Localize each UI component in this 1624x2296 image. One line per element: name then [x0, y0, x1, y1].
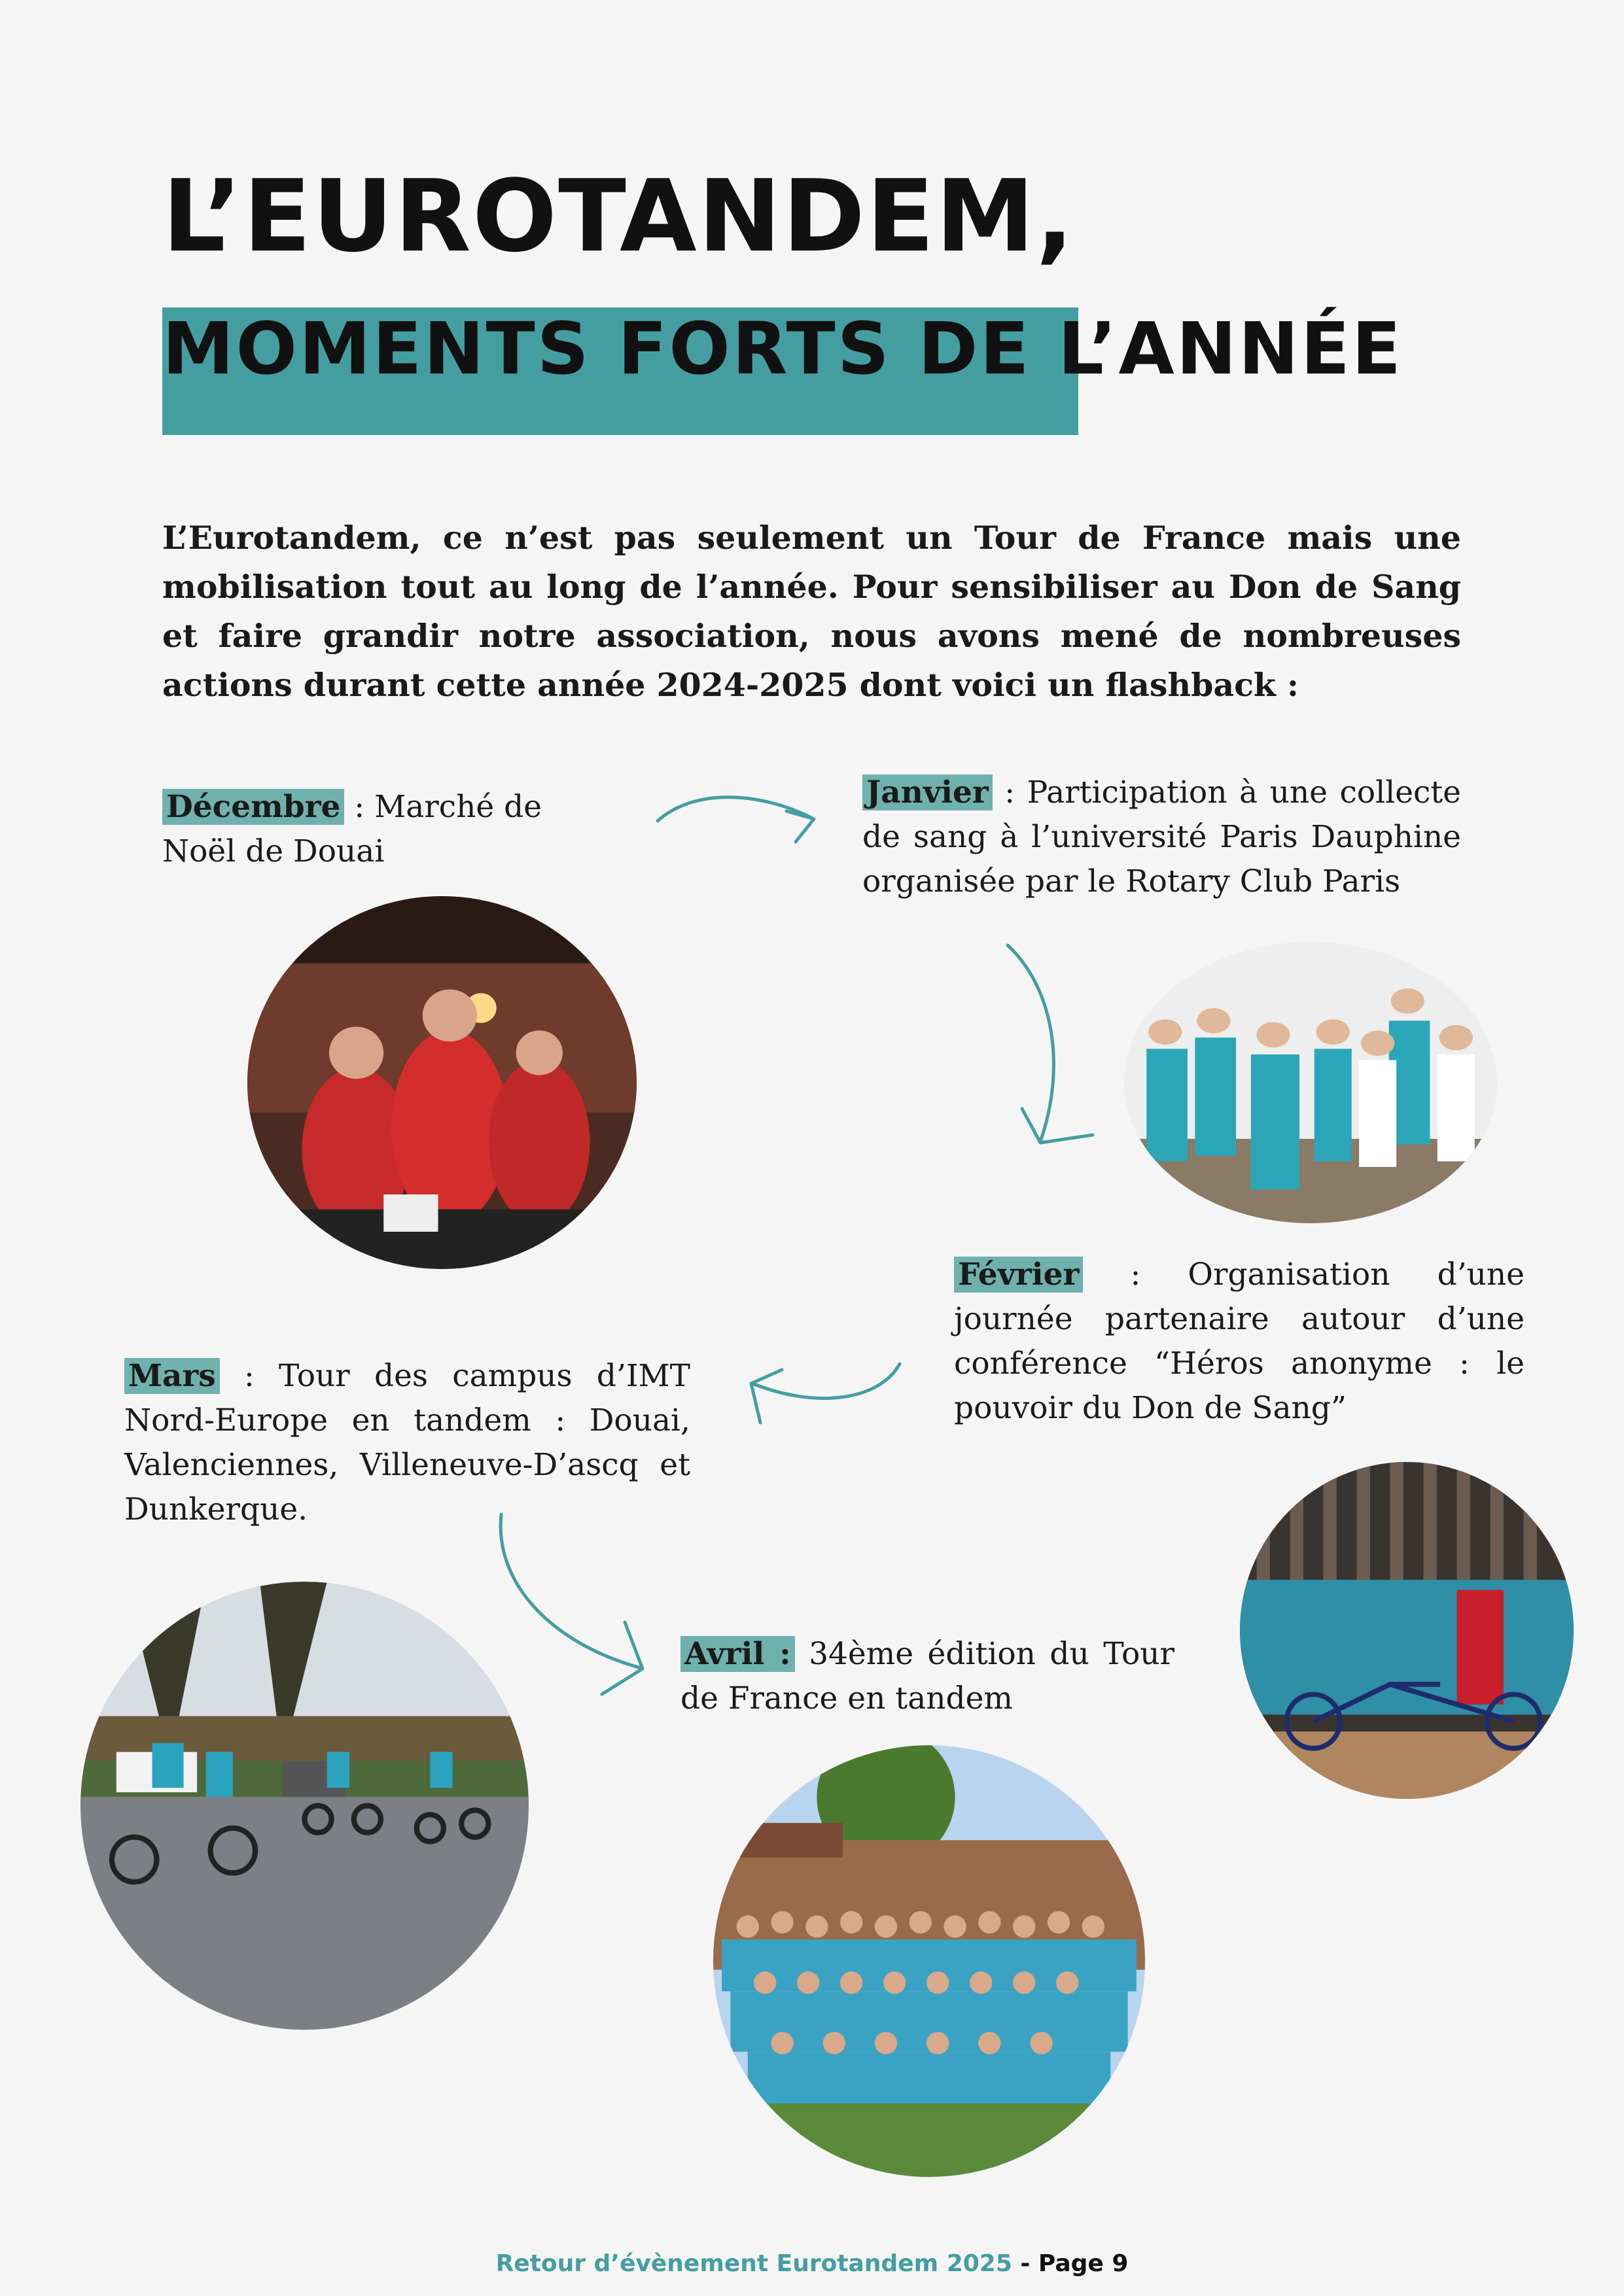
photo-team-group — [713, 1745, 1145, 2177]
page-title-line1: L’EUROTANDEM, — [162, 158, 1075, 274]
month-tag-janvier: Janvier — [862, 774, 993, 810]
intro-paragraph: L’Eurotandem, ce n’est pas seulement un Tour de France mais une mobilisation tout au long de l’année. Pour sensibiliser au Don de Sang et faire grandir notre association, nous avons mené de nombreuses actions durant cette année 2024-2025 dont voici un flashback : — [162, 519, 1461, 704]
event-text-decembre: : Marché de Noël de Douai — [162, 789, 542, 869]
page-title-line2: MOMENTS FORTS DE L’ANNÉE — [162, 307, 1403, 391]
footer-label: Retour d’évènement Eurotandem 2025 — [495, 2250, 1012, 2277]
month-tag-avril: Avril : — [680, 1636, 795, 1672]
event-fevrier — [954, 1253, 1525, 1431]
photo-campus-tour — [80, 1582, 529, 2030]
month-tag-decembre: Décembre — [162, 789, 344, 825]
month-tag-mars: Mars — [124, 1358, 220, 1394]
arrow-mars-to-avril — [491, 1508, 654, 1697]
event-decembre — [162, 785, 620, 874]
event-avril — [680, 1632, 1174, 1721]
event-text-avril: 34ème édition du Tour de France en tandem — [680, 1636, 1174, 1716]
page-footer — [0, 2250, 1624, 2277]
photo-christmas-market — [247, 896, 637, 1269]
photo-blood-drive-group — [1124, 942, 1497, 1223]
event-text-fevrier: : Organisation d’une journée partenaire autour d’une conférence “Héros anonyme : le pouvoir du Don de Sang” — [954, 1257, 1525, 1426]
arrow-decembre-to-janvier — [648, 782, 831, 860]
photo-partner-conference — [1240, 1462, 1574, 1799]
arrow-janvier-to-fevrier — [995, 935, 1112, 1151]
arrow-fevrier-to-mars — [739, 1354, 909, 1433]
event-mars — [124, 1354, 690, 1532]
event-janvier — [862, 771, 1461, 904]
event-text-janvier: : Participation à une collecte de sang à l’université Paris Dauphine organisée par le Rotary Club Paris — [862, 774, 1461, 899]
event-text-mars: : Tour des campus d’IMT Nord-Europe en tandem : Douai, Valenciennes, Villeneuve-D’ascq et Dunkerque. — [124, 1358, 690, 1527]
month-tag-fevrier: Février — [954, 1257, 1083, 1293]
page-number: - Page 9 — [1012, 2250, 1129, 2277]
